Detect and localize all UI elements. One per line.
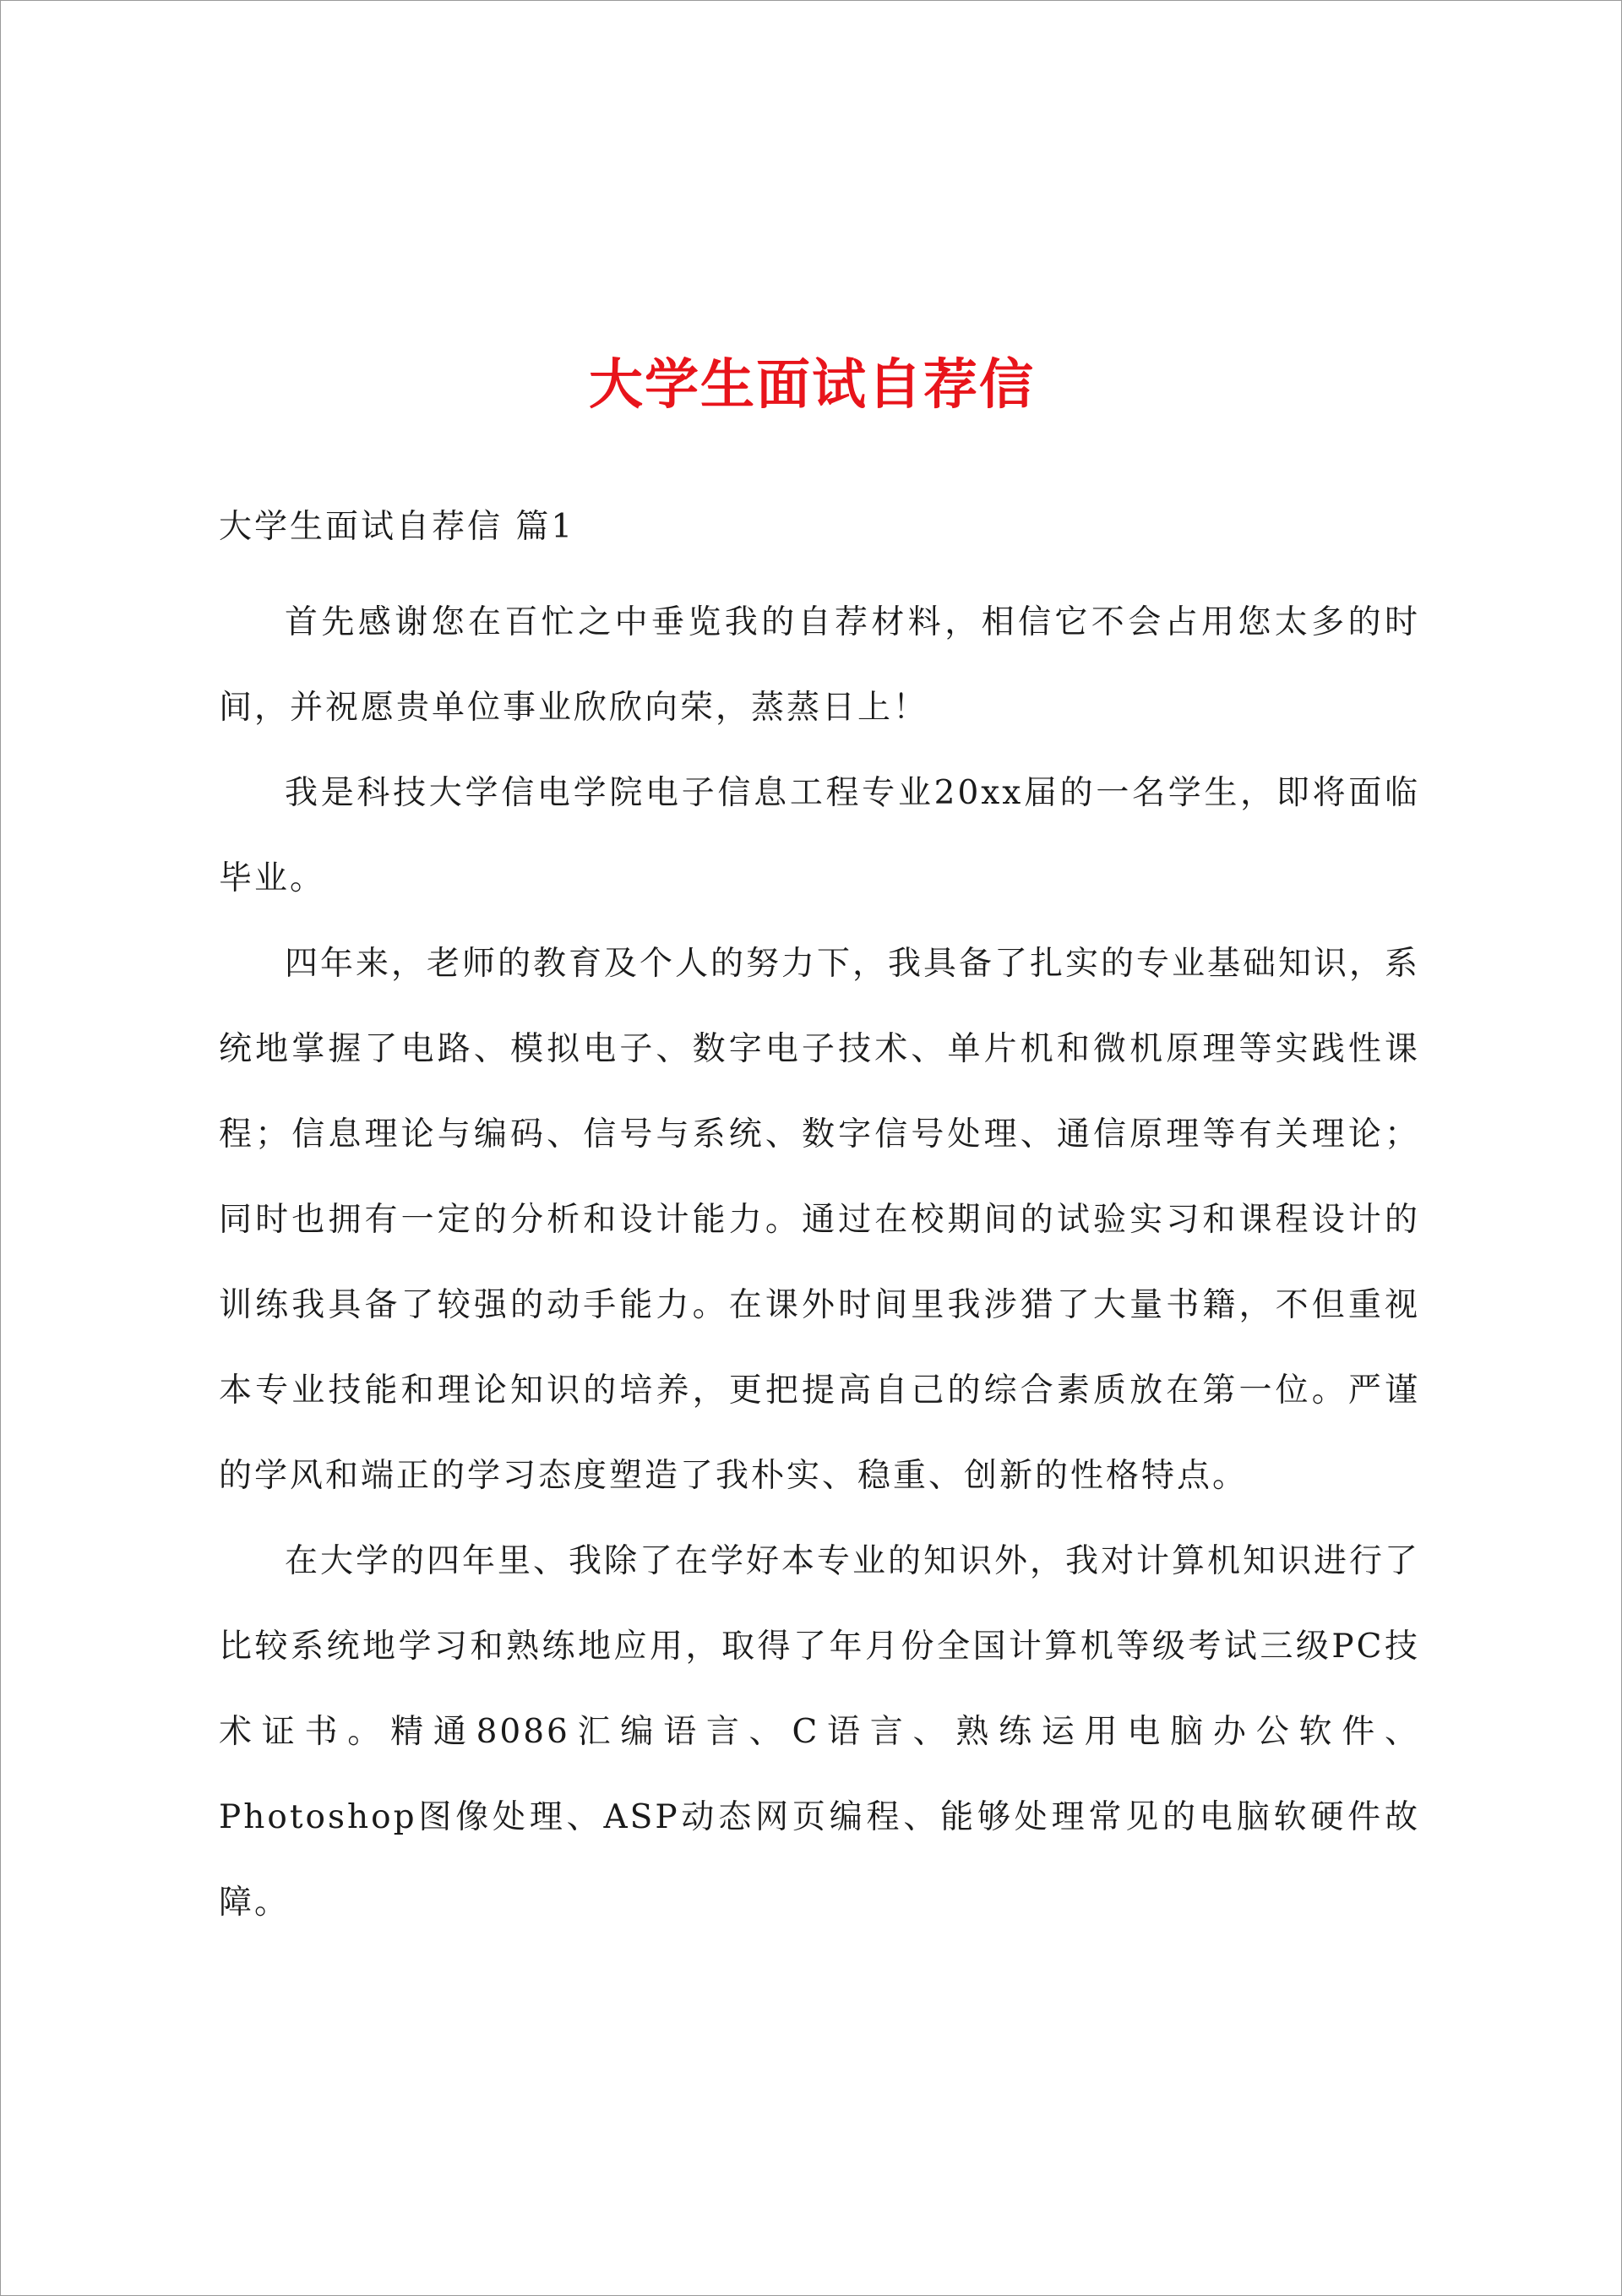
section-heading: 大学生面试自荐信 篇1 xyxy=(219,508,575,546)
paragraph-education: 四年来，老师的教育及个人的努力下，我具备了扎实的专业基础知识，系统地掌握了电路、模拟电子、数字电子技术、单片机和微机原理等实践性课程；信息理论与编码、信号与系统、数字信号处理、通信原理等有关理论；同时也拥有一定的分析和设计能力。通过在校期间的试验实习和课程设计的训练我具备了较强的动手能力。在课外时间里我涉猎了大量书籍，不但重视本专业技能和理论知识的培养，更把提高自己的综合素质放在第一位。严谨的学风和端正的学习态度塑造了我朴实、稳重、创新的性格特点。 xyxy=(219,945,1421,1495)
paragraph-computer-skills: 在大学的四年里、我除了在学好本专业的知识外，我对计算机知识进行了比较系统地学习和熟练地应用，取得了年月份全国计算机等级考试三级PC技术证书。精通8086汇编语言、C语言、熟练运用电脑办公软件、Photoshop图像处理、ASP动态网页编程、能够处理常见的电脑软硬件故障。 xyxy=(219,1542,1421,1922)
document-title: 大学生面试自荐信 xyxy=(589,353,1035,417)
paragraph-introduction: 我是科技大学信电学院电子信息工程专业20xx届的一名学生，即将面临毕业。 xyxy=(219,774,1420,897)
paragraph-greeting: 首先感谢您在百忙之中垂览我的自荐材料，相信它不会占用您太多的时间，并祝愿贵单位事业欣欣向荣，蒸蒸日上！ xyxy=(219,603,1420,727)
document-body xyxy=(219,495,1420,1945)
